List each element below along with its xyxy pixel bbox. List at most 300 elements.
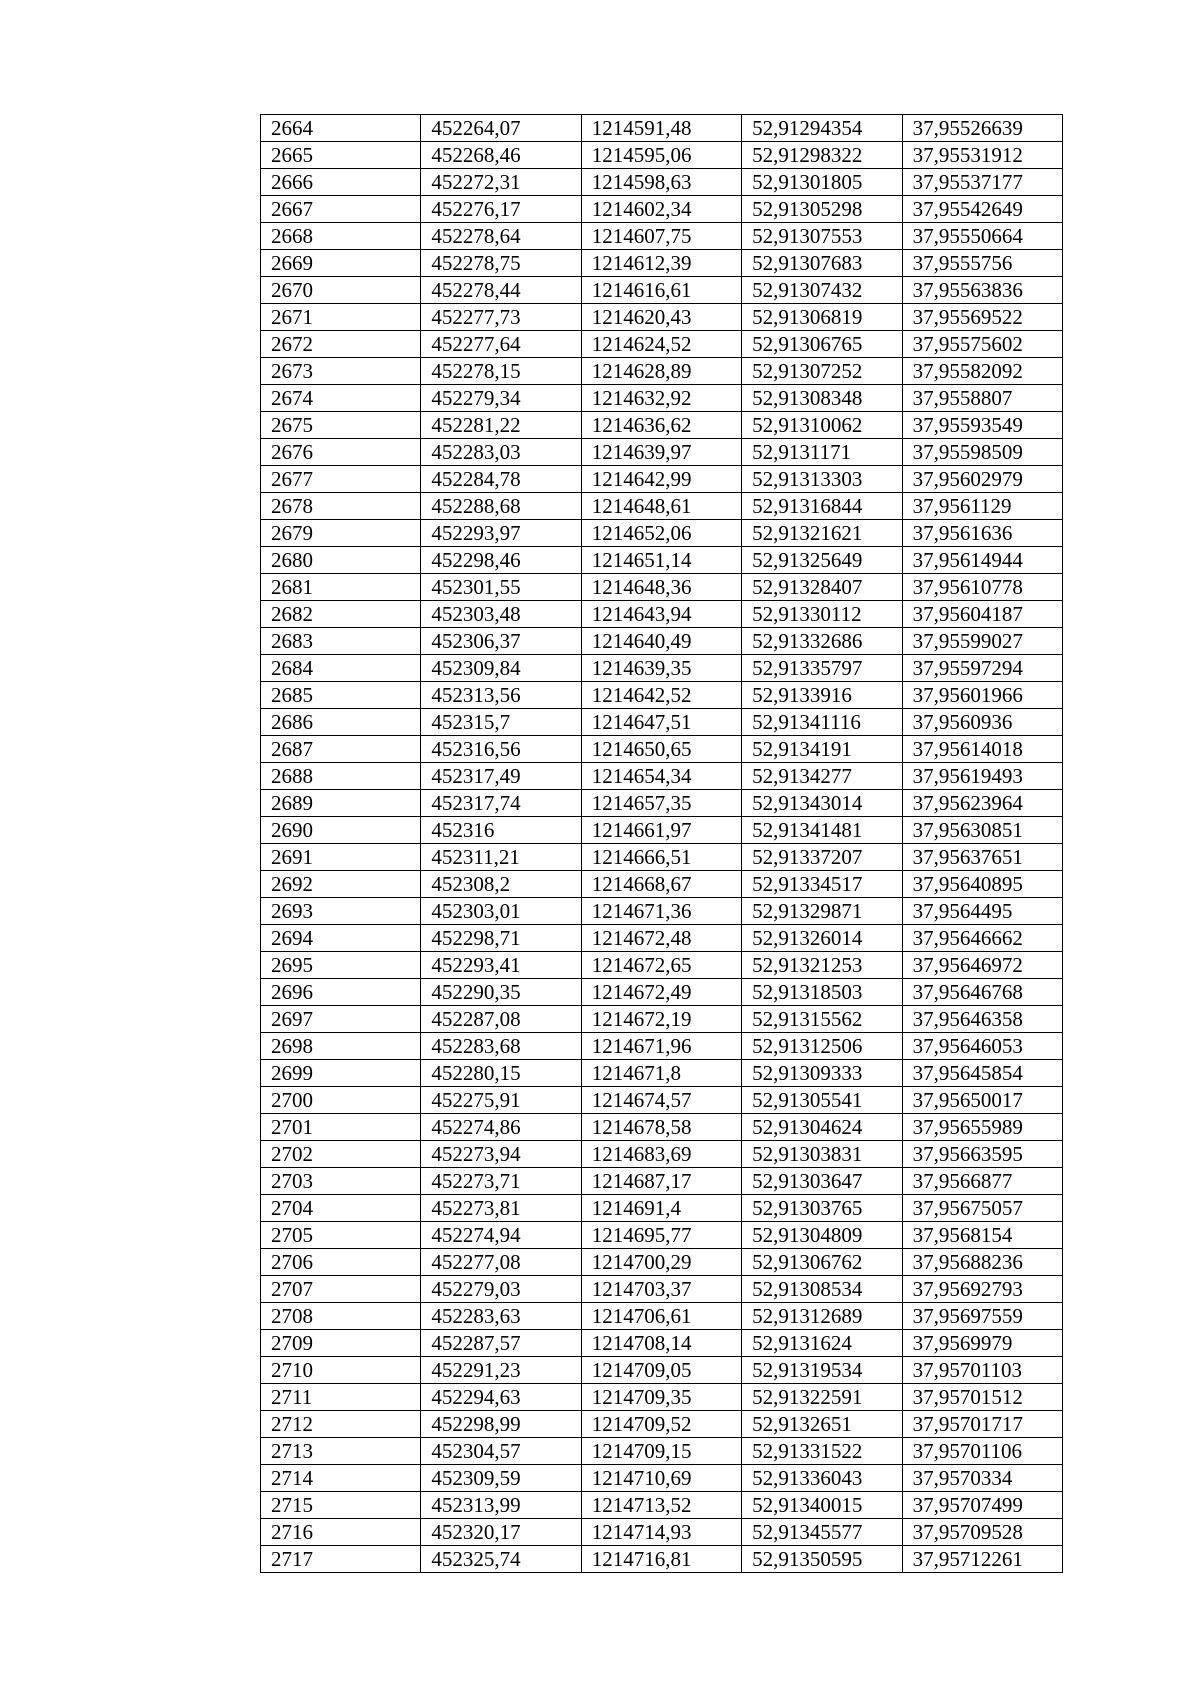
x-coordinate-cell: 452298,46 xyxy=(421,547,581,574)
x-coordinate-cell: 452316 xyxy=(421,817,581,844)
point-number-cell: 2715 xyxy=(261,1492,421,1519)
x-coordinate-cell: 452277,64 xyxy=(421,331,581,358)
x-coordinate-cell: 452280,15 xyxy=(421,1060,581,1087)
x-coordinate-cell: 452306,37 xyxy=(421,628,581,655)
x-coordinate-cell: 452309,84 xyxy=(421,655,581,682)
x-coordinate-cell: 452325,74 xyxy=(421,1546,581,1573)
latitude-cell: 52,91315562 xyxy=(742,1006,902,1033)
y-coordinate-cell: 1214598,63 xyxy=(581,169,741,196)
point-number-cell: 2675 xyxy=(261,412,421,439)
y-coordinate-cell: 1214671,8 xyxy=(581,1060,741,1087)
point-number-cell: 2681 xyxy=(261,574,421,601)
longitude-cell: 37,95645854 xyxy=(902,1060,1062,1087)
latitude-cell: 52,91350595 xyxy=(742,1546,902,1573)
x-coordinate-cell: 452277,73 xyxy=(421,304,581,331)
latitude-cell: 52,91321621 xyxy=(742,520,902,547)
x-coordinate-cell: 452293,41 xyxy=(421,952,581,979)
table-row xyxy=(261,1384,1063,1411)
x-coordinate-cell: 452276,17 xyxy=(421,196,581,223)
x-coordinate-cell: 452288,68 xyxy=(421,493,581,520)
point-number-cell: 2693 xyxy=(261,898,421,925)
table-row xyxy=(261,1060,1063,1087)
x-coordinate-cell: 452273,81 xyxy=(421,1195,581,1222)
y-coordinate-cell: 1214616,61 xyxy=(581,277,741,304)
table-row xyxy=(261,1519,1063,1546)
y-coordinate-cell: 1214706,61 xyxy=(581,1303,741,1330)
longitude-cell: 37,95709528 xyxy=(902,1519,1062,1546)
longitude-cell: 37,95712261 xyxy=(902,1546,1062,1573)
table-row xyxy=(261,1033,1063,1060)
latitude-cell: 52,91337207 xyxy=(742,844,902,871)
point-number-cell: 2704 xyxy=(261,1195,421,1222)
table-row xyxy=(261,1546,1063,1573)
y-coordinate-cell: 1214642,99 xyxy=(581,466,741,493)
latitude-cell: 52,91303647 xyxy=(742,1168,902,1195)
y-coordinate-cell: 1214591,48 xyxy=(581,115,741,142)
y-coordinate-cell: 1214648,36 xyxy=(581,574,741,601)
longitude-cell: 37,95637651 xyxy=(902,844,1062,871)
longitude-cell: 37,9560936 xyxy=(902,709,1062,736)
table-row xyxy=(261,1492,1063,1519)
longitude-cell: 37,95597294 xyxy=(902,655,1062,682)
x-coordinate-cell: 452303,48 xyxy=(421,601,581,628)
table-row xyxy=(261,628,1063,655)
longitude-cell: 37,95646768 xyxy=(902,979,1062,1006)
latitude-cell: 52,91307252 xyxy=(742,358,902,385)
table-row xyxy=(261,1330,1063,1357)
y-coordinate-cell: 1214620,43 xyxy=(581,304,741,331)
table-row xyxy=(261,439,1063,466)
longitude-cell: 37,95701717 xyxy=(902,1411,1062,1438)
latitude-cell: 52,91334517 xyxy=(742,871,902,898)
latitude-cell: 52,91298322 xyxy=(742,142,902,169)
point-number-cell: 2707 xyxy=(261,1276,421,1303)
latitude-cell: 52,91305298 xyxy=(742,196,902,223)
point-number-cell: 2698 xyxy=(261,1033,421,1060)
longitude-cell: 37,95542649 xyxy=(902,196,1062,223)
longitude-cell: 37,9561636 xyxy=(902,520,1062,547)
latitude-cell: 52,9132651 xyxy=(742,1411,902,1438)
point-number-cell: 2685 xyxy=(261,682,421,709)
point-number-cell: 2711 xyxy=(261,1384,421,1411)
x-coordinate-cell: 452278,15 xyxy=(421,358,581,385)
longitude-cell: 37,95640895 xyxy=(902,871,1062,898)
y-coordinate-cell: 1214657,35 xyxy=(581,790,741,817)
longitude-cell: 37,95650017 xyxy=(902,1087,1062,1114)
point-number-cell: 2680 xyxy=(261,547,421,574)
table-row xyxy=(261,736,1063,763)
table-row xyxy=(261,223,1063,250)
longitude-cell: 37,95602979 xyxy=(902,466,1062,493)
latitude-cell: 52,91309333 xyxy=(742,1060,902,1087)
latitude-cell: 52,91343014 xyxy=(742,790,902,817)
latitude-cell: 52,91321253 xyxy=(742,952,902,979)
x-coordinate-cell: 452274,94 xyxy=(421,1222,581,1249)
point-number-cell: 2706 xyxy=(261,1249,421,1276)
x-coordinate-cell: 452316,56 xyxy=(421,736,581,763)
point-number-cell: 2686 xyxy=(261,709,421,736)
point-number-cell: 2705 xyxy=(261,1222,421,1249)
latitude-cell: 52,91319534 xyxy=(742,1357,902,1384)
table-row xyxy=(261,1303,1063,1330)
latitude-cell: 52,91345577 xyxy=(742,1519,902,1546)
y-coordinate-cell: 1214672,49 xyxy=(581,979,741,1006)
x-coordinate-cell: 452287,08 xyxy=(421,1006,581,1033)
point-number-cell: 2664 xyxy=(261,115,421,142)
table-row xyxy=(261,142,1063,169)
latitude-cell: 52,91308534 xyxy=(742,1276,902,1303)
x-coordinate-cell: 452278,75 xyxy=(421,250,581,277)
table-row xyxy=(261,520,1063,547)
longitude-cell: 37,95569522 xyxy=(902,304,1062,331)
longitude-cell: 37,95701512 xyxy=(902,1384,1062,1411)
y-coordinate-cell: 1214612,39 xyxy=(581,250,741,277)
longitude-cell: 37,95646358 xyxy=(902,1006,1062,1033)
x-coordinate-cell: 452315,7 xyxy=(421,709,581,736)
y-coordinate-cell: 1214714,93 xyxy=(581,1519,741,1546)
table-row xyxy=(261,952,1063,979)
longitude-cell: 37,95531912 xyxy=(902,142,1062,169)
point-number-cell: 2713 xyxy=(261,1438,421,1465)
latitude-cell: 52,91341481 xyxy=(742,817,902,844)
x-coordinate-cell: 452281,22 xyxy=(421,412,581,439)
point-number-cell: 2717 xyxy=(261,1546,421,1573)
table-row xyxy=(261,682,1063,709)
x-coordinate-cell: 452283,63 xyxy=(421,1303,581,1330)
longitude-cell: 37,9569979 xyxy=(902,1330,1062,1357)
y-coordinate-cell: 1214674,57 xyxy=(581,1087,741,1114)
x-coordinate-cell: 452274,86 xyxy=(421,1114,581,1141)
x-coordinate-cell: 452308,2 xyxy=(421,871,581,898)
latitude-cell: 52,91326014 xyxy=(742,925,902,952)
table-row xyxy=(261,1465,1063,1492)
latitude-cell: 52,9134277 xyxy=(742,763,902,790)
point-number-cell: 2688 xyxy=(261,763,421,790)
table-row xyxy=(261,1114,1063,1141)
x-coordinate-cell: 452313,56 xyxy=(421,682,581,709)
longitude-cell: 37,95646053 xyxy=(902,1033,1062,1060)
point-number-cell: 2668 xyxy=(261,223,421,250)
table-row xyxy=(261,250,1063,277)
latitude-cell: 52,91307553 xyxy=(742,223,902,250)
y-coordinate-cell: 1214651,14 xyxy=(581,547,741,574)
longitude-cell: 37,95688236 xyxy=(902,1249,1062,1276)
x-coordinate-cell: 452311,21 xyxy=(421,844,581,871)
latitude-cell: 52,91303765 xyxy=(742,1195,902,1222)
table-row xyxy=(261,169,1063,196)
y-coordinate-cell: 1214703,37 xyxy=(581,1276,741,1303)
y-coordinate-cell: 1214654,34 xyxy=(581,763,741,790)
y-coordinate-cell: 1214668,67 xyxy=(581,871,741,898)
latitude-cell: 52,91307683 xyxy=(742,250,902,277)
x-coordinate-cell: 452320,17 xyxy=(421,1519,581,1546)
table-row xyxy=(261,277,1063,304)
point-number-cell: 2701 xyxy=(261,1114,421,1141)
latitude-cell: 52,91306819 xyxy=(742,304,902,331)
y-coordinate-cell: 1214713,52 xyxy=(581,1492,741,1519)
table-row xyxy=(261,304,1063,331)
y-coordinate-cell: 1214709,52 xyxy=(581,1411,741,1438)
y-coordinate-cell: 1214695,77 xyxy=(581,1222,741,1249)
table-row xyxy=(261,493,1063,520)
longitude-cell: 37,95610778 xyxy=(902,574,1062,601)
table-row xyxy=(261,574,1063,601)
point-number-cell: 2702 xyxy=(261,1141,421,1168)
longitude-cell: 37,95598509 xyxy=(902,439,1062,466)
latitude-cell: 52,91304809 xyxy=(742,1222,902,1249)
longitude-cell: 37,95697559 xyxy=(902,1303,1062,1330)
y-coordinate-cell: 1214595,06 xyxy=(581,142,741,169)
latitude-cell: 52,91304624 xyxy=(742,1114,902,1141)
x-coordinate-cell: 452293,97 xyxy=(421,520,581,547)
latitude-cell: 52,91335797 xyxy=(742,655,902,682)
latitude-cell: 52,91301805 xyxy=(742,169,902,196)
longitude-cell: 37,95692793 xyxy=(902,1276,1062,1303)
point-number-cell: 2714 xyxy=(261,1465,421,1492)
longitude-cell: 37,95701106 xyxy=(902,1438,1062,1465)
y-coordinate-cell: 1214639,97 xyxy=(581,439,741,466)
latitude-cell: 52,9131171 xyxy=(742,439,902,466)
table-row xyxy=(261,925,1063,952)
y-coordinate-cell: 1214709,15 xyxy=(581,1438,741,1465)
table-row xyxy=(261,466,1063,493)
latitude-cell: 52,9134191 xyxy=(742,736,902,763)
latitude-cell: 52,91316844 xyxy=(742,493,902,520)
table-row xyxy=(261,601,1063,628)
y-coordinate-cell: 1214632,92 xyxy=(581,385,741,412)
table-row xyxy=(261,1141,1063,1168)
longitude-cell: 37,95563836 xyxy=(902,277,1062,304)
table-row xyxy=(261,1168,1063,1195)
table-row xyxy=(261,655,1063,682)
table-row xyxy=(261,1249,1063,1276)
point-number-cell: 2708 xyxy=(261,1303,421,1330)
x-coordinate-cell: 452283,03 xyxy=(421,439,581,466)
table-row xyxy=(261,412,1063,439)
y-coordinate-cell: 1214672,48 xyxy=(581,925,741,952)
y-coordinate-cell: 1214708,14 xyxy=(581,1330,741,1357)
x-coordinate-cell: 452283,68 xyxy=(421,1033,581,1060)
point-number-cell: 2694 xyxy=(261,925,421,952)
point-number-cell: 2689 xyxy=(261,790,421,817)
longitude-cell: 37,9558807 xyxy=(902,385,1062,412)
point-number-cell: 2690 xyxy=(261,817,421,844)
latitude-cell: 52,91305541 xyxy=(742,1087,902,1114)
longitude-cell: 37,95630851 xyxy=(902,817,1062,844)
x-coordinate-cell: 452278,64 xyxy=(421,223,581,250)
point-number-cell: 2676 xyxy=(261,439,421,466)
point-number-cell: 2697 xyxy=(261,1006,421,1033)
table-row xyxy=(261,196,1063,223)
latitude-cell: 52,91306762 xyxy=(742,1249,902,1276)
y-coordinate-cell: 1214647,51 xyxy=(581,709,741,736)
latitude-cell: 52,9133916 xyxy=(742,682,902,709)
longitude-cell: 37,95604187 xyxy=(902,601,1062,628)
longitude-cell: 37,95646972 xyxy=(902,952,1062,979)
table-row xyxy=(261,979,1063,1006)
point-number-cell: 2665 xyxy=(261,142,421,169)
longitude-cell: 37,95663595 xyxy=(902,1141,1062,1168)
table-row xyxy=(261,331,1063,358)
point-number-cell: 2710 xyxy=(261,1357,421,1384)
point-number-cell: 2712 xyxy=(261,1411,421,1438)
latitude-cell: 52,91331522 xyxy=(742,1438,902,1465)
y-coordinate-cell: 1214666,51 xyxy=(581,844,741,871)
y-coordinate-cell: 1214628,89 xyxy=(581,358,741,385)
longitude-cell: 37,9566877 xyxy=(902,1168,1062,1195)
longitude-cell: 37,95582092 xyxy=(902,358,1062,385)
x-coordinate-cell: 452278,44 xyxy=(421,277,581,304)
x-coordinate-cell: 452309,59 xyxy=(421,1465,581,1492)
y-coordinate-cell: 1214624,52 xyxy=(581,331,741,358)
point-number-cell: 2667 xyxy=(261,196,421,223)
table-row xyxy=(261,898,1063,925)
x-coordinate-cell: 452279,03 xyxy=(421,1276,581,1303)
x-coordinate-cell: 452275,91 xyxy=(421,1087,581,1114)
table-row xyxy=(261,1195,1063,1222)
longitude-cell: 37,9561129 xyxy=(902,493,1062,520)
point-number-cell: 2670 xyxy=(261,277,421,304)
y-coordinate-cell: 1214607,75 xyxy=(581,223,741,250)
point-number-cell: 2709 xyxy=(261,1330,421,1357)
latitude-cell: 52,91313303 xyxy=(742,466,902,493)
x-coordinate-cell: 452317,49 xyxy=(421,763,581,790)
x-coordinate-cell: 452313,99 xyxy=(421,1492,581,1519)
latitude-cell: 52,91330112 xyxy=(742,601,902,628)
latitude-cell: 52,91318503 xyxy=(742,979,902,1006)
point-number-cell: 2684 xyxy=(261,655,421,682)
x-coordinate-cell: 452291,23 xyxy=(421,1357,581,1384)
longitude-cell: 37,95599027 xyxy=(902,628,1062,655)
point-number-cell: 2669 xyxy=(261,250,421,277)
x-coordinate-cell: 452277,08 xyxy=(421,1249,581,1276)
x-coordinate-cell: 452264,07 xyxy=(421,115,581,142)
longitude-cell: 37,95619493 xyxy=(902,763,1062,790)
x-coordinate-cell: 452279,34 xyxy=(421,385,581,412)
y-coordinate-cell: 1214687,17 xyxy=(581,1168,741,1195)
y-coordinate-cell: 1214672,19 xyxy=(581,1006,741,1033)
longitude-cell: 37,95675057 xyxy=(902,1195,1062,1222)
latitude-cell: 52,91312689 xyxy=(742,1303,902,1330)
longitude-cell: 37,95575602 xyxy=(902,331,1062,358)
table-row xyxy=(261,871,1063,898)
longitude-cell: 37,95537177 xyxy=(902,169,1062,196)
y-coordinate-cell: 1214678,58 xyxy=(581,1114,741,1141)
point-number-cell: 2682 xyxy=(261,601,421,628)
y-coordinate-cell: 1214642,52 xyxy=(581,682,741,709)
longitude-cell: 37,95526639 xyxy=(902,115,1062,142)
x-coordinate-cell: 452273,71 xyxy=(421,1168,581,1195)
table-row xyxy=(261,1006,1063,1033)
table-row xyxy=(261,1276,1063,1303)
longitude-cell: 37,95623964 xyxy=(902,790,1062,817)
latitude-cell: 52,91306765 xyxy=(742,331,902,358)
point-number-cell: 2687 xyxy=(261,736,421,763)
latitude-cell: 52,91322591 xyxy=(742,1384,902,1411)
table-row xyxy=(261,1222,1063,1249)
latitude-cell: 52,91310062 xyxy=(742,412,902,439)
latitude-cell: 52,91332686 xyxy=(742,628,902,655)
y-coordinate-cell: 1214700,29 xyxy=(581,1249,741,1276)
latitude-cell: 52,91308348 xyxy=(742,385,902,412)
longitude-cell: 37,9570334 xyxy=(902,1465,1062,1492)
table-row xyxy=(261,1087,1063,1114)
longitude-cell: 37,9564495 xyxy=(902,898,1062,925)
point-number-cell: 2672 xyxy=(261,331,421,358)
y-coordinate-cell: 1214691,4 xyxy=(581,1195,741,1222)
point-number-cell: 2679 xyxy=(261,520,421,547)
longitude-cell: 37,9555756 xyxy=(902,250,1062,277)
point-number-cell: 2696 xyxy=(261,979,421,1006)
point-number-cell: 2678 xyxy=(261,493,421,520)
y-coordinate-cell: 1214648,61 xyxy=(581,493,741,520)
y-coordinate-cell: 1214639,35 xyxy=(581,655,741,682)
table-row xyxy=(261,385,1063,412)
x-coordinate-cell: 452290,35 xyxy=(421,979,581,1006)
y-coordinate-cell: 1214652,06 xyxy=(581,520,741,547)
y-coordinate-cell: 1214709,35 xyxy=(581,1384,741,1411)
table-row xyxy=(261,709,1063,736)
point-number-cell: 2673 xyxy=(261,358,421,385)
y-coordinate-cell: 1214671,36 xyxy=(581,898,741,925)
point-number-cell: 2699 xyxy=(261,1060,421,1087)
y-coordinate-cell: 1214602,34 xyxy=(581,196,741,223)
longitude-cell: 37,95614944 xyxy=(902,547,1062,574)
x-coordinate-cell: 452301,55 xyxy=(421,574,581,601)
coordinates-table-body xyxy=(261,115,1063,1573)
longitude-cell: 37,95614018 xyxy=(902,736,1062,763)
latitude-cell: 52,91341116 xyxy=(742,709,902,736)
longitude-cell: 37,95701103 xyxy=(902,1357,1062,1384)
latitude-cell: 52,91307432 xyxy=(742,277,902,304)
longitude-cell: 37,95601966 xyxy=(902,682,1062,709)
x-coordinate-cell: 452268,46 xyxy=(421,142,581,169)
y-coordinate-cell: 1214636,62 xyxy=(581,412,741,439)
point-number-cell: 2716 xyxy=(261,1519,421,1546)
latitude-cell: 52,91328407 xyxy=(742,574,902,601)
table-row xyxy=(261,817,1063,844)
y-coordinate-cell: 1214710,69 xyxy=(581,1465,741,1492)
x-coordinate-cell: 452304,57 xyxy=(421,1438,581,1465)
point-number-cell: 2671 xyxy=(261,304,421,331)
latitude-cell: 52,91340015 xyxy=(742,1492,902,1519)
y-coordinate-cell: 1214709,05 xyxy=(581,1357,741,1384)
longitude-cell: 37,95646662 xyxy=(902,925,1062,952)
longitude-cell: 37,9568154 xyxy=(902,1222,1062,1249)
table-row xyxy=(261,1411,1063,1438)
point-number-cell: 2691 xyxy=(261,844,421,871)
latitude-cell: 52,91312506 xyxy=(742,1033,902,1060)
table-row xyxy=(261,790,1063,817)
table-row xyxy=(261,115,1063,142)
y-coordinate-cell: 1214640,49 xyxy=(581,628,741,655)
latitude-cell: 52,91294354 xyxy=(742,115,902,142)
latitude-cell: 52,91329871 xyxy=(742,898,902,925)
x-coordinate-cell: 452303,01 xyxy=(421,898,581,925)
y-coordinate-cell: 1214672,65 xyxy=(581,952,741,979)
point-number-cell: 2683 xyxy=(261,628,421,655)
point-number-cell: 2677 xyxy=(261,466,421,493)
latitude-cell: 52,91336043 xyxy=(742,1465,902,1492)
latitude-cell: 52,9131624 xyxy=(742,1330,902,1357)
table-row xyxy=(261,1438,1063,1465)
point-number-cell: 2692 xyxy=(261,871,421,898)
y-coordinate-cell: 1214683,69 xyxy=(581,1141,741,1168)
table-row xyxy=(261,763,1063,790)
point-number-cell: 2700 xyxy=(261,1087,421,1114)
longitude-cell: 37,95550664 xyxy=(902,223,1062,250)
table-row xyxy=(261,844,1063,871)
